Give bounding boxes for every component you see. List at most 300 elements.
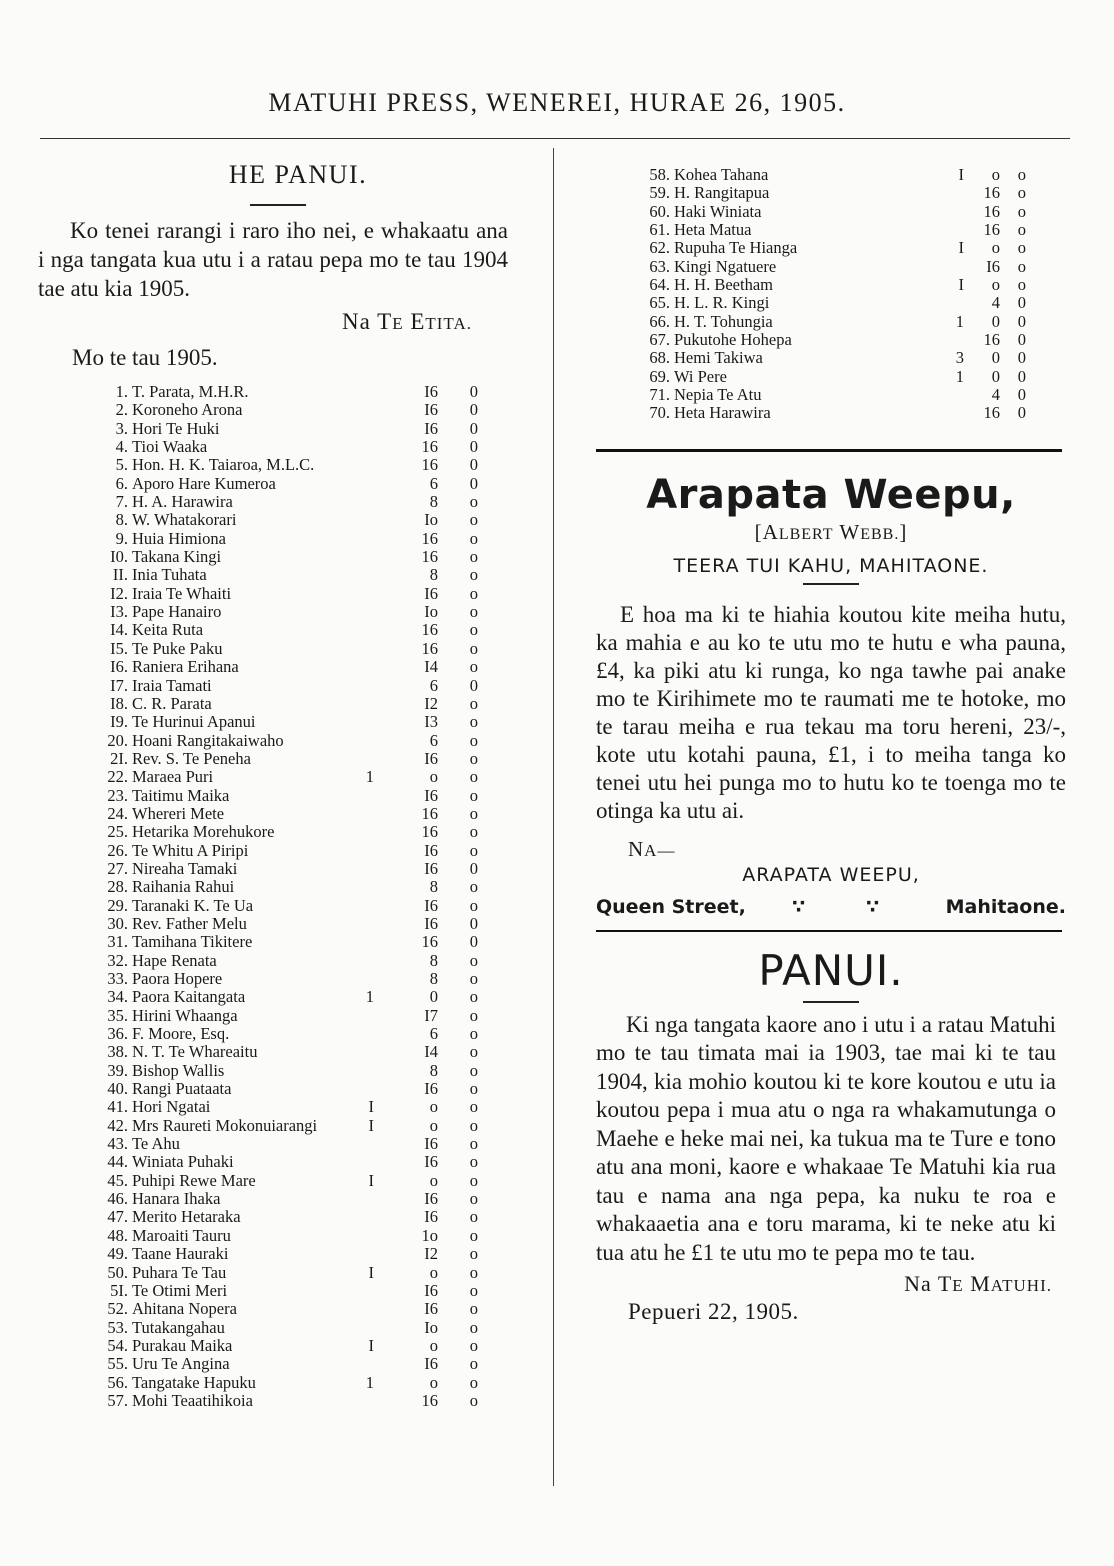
entry-name: Paora Hopere [132,969,223,988]
entry-name: C. R. Parata [132,693,212,713]
list-item [38,401,478,419]
list-item [596,184,1026,202]
entry-shillings: 16 [421,1390,438,1410]
entry-number: 29. [107,895,128,915]
entry-name: Ahitana Nopera [132,1299,237,1319]
list-item [38,1190,478,1208]
list-item [38,1300,478,1318]
entry-shillings: 8 [429,565,438,585]
list-item [38,1355,478,1373]
panui-body: Ki nga tangata kaore ano i utu i a ratau Matuhi mo te tau timata mai ia 1903, tae mai ki te tau 1904, kia mohio koutou ki te kore koutou e utu ia koutou pepa i mua atu o nga ra whakamutunga o Maehe e heke mai nei, ka tukua ma te Ture e tono atu ana moni, kaore e whakaae Te Matuhi kia rua tau e nama ana nga pepa, ka nuku te roa e whakaaetia ana e toru marama, ki te neke atu ki tua atu he £1 te utu mo te pepa mo te tau. [596,1011,1056,1265]
subscriber-list-right [596,166,1066,423]
ad-subtitle: [ALBERT WEBB.] [754,519,908,544]
entry-pence: 0 [1017,403,1026,423]
list-item [38,787,478,805]
entry-shillings: I6 [424,1280,438,1300]
entry-number: I9. [110,712,128,732]
entry-number: 30. [107,913,128,933]
ad-advertiser-name: ARAPATA WEEPU, [742,863,920,886]
entry-number: I5. [110,638,128,658]
entry-shillings: 16 [983,330,1000,350]
ad-rule-top [596,449,1062,452]
entry-pence: o [469,1134,478,1154]
entry-shillings: 16 [421,455,438,475]
entry-pence: o [469,1152,478,1172]
entry-pence: o [469,767,478,787]
entry-number: I2. [110,583,128,603]
entry-number: 59. [649,183,670,203]
entry-name: Paora Kaitangata [132,987,246,1007]
subscriber-list-left [38,383,518,1410]
list-item [38,805,478,823]
entry-shillings: 6 [429,1024,438,1044]
list-item [38,1208,478,1226]
signoff-na: Na [341,309,371,334]
entry-name: H. Rangitapua [674,183,770,203]
list-item [596,221,1026,239]
ad-sub-lbert: LBERT [778,525,834,543]
entry-number: 71. [649,385,670,405]
entry-number: 66. [649,311,670,331]
entry-number: 7. [115,492,128,512]
entry-number: 47. [107,1207,128,1227]
entry-number: 32. [107,950,128,970]
entry-number: I8. [110,693,128,713]
entry-pence: o [469,657,478,677]
entry-name: Rangi Puataata [132,1079,232,1099]
list-item [38,585,478,603]
entry-shillings: 0 [991,366,1000,386]
entry-name: Pukutohe Hohepa [674,330,792,350]
entry-pence: o [469,1042,478,1062]
entry-shillings: o [429,1115,438,1135]
entry-pence: o [469,1207,478,1227]
entry-pence: o [469,748,478,768]
entry-shillings: 8 [429,1060,438,1080]
entry-name: Aporo Hare Kumeroa [132,473,276,493]
ad-town: Mahitaone. [945,895,1066,918]
list-item [596,349,1026,367]
entry-number: 61. [649,220,670,240]
entry-number: 69. [649,366,670,386]
list-item [38,1374,478,1392]
entry-pence: 0 [469,858,478,878]
entry-shillings: I2 [424,1244,438,1264]
entry-pence: o [469,950,478,970]
list-item [38,1098,478,1116]
entry-pence: o [469,1299,478,1319]
entry-name: H. T. Tohungia [674,311,773,331]
entry-shillings: 0 [991,348,1000,368]
list-item [38,438,478,456]
entry-pounds: I [958,238,964,258]
entry-number: 26. [107,840,128,860]
entry-name: Uru Te Angina [132,1354,230,1374]
entry-number: 34. [107,987,128,1007]
entry-name: Te Puke Paku [132,638,223,658]
entry-name: Nireaha Tamaki [132,858,238,878]
signoff-tita: TITA. [425,314,472,333]
panui-rule [803,1001,859,1003]
entry-shillings: 16 [421,528,438,548]
entry-shillings: Io [424,1317,438,1337]
entry-name: Maroaiti Tauru [132,1225,231,1245]
entry-name: Iraia Tamati [132,675,212,695]
entry-name: F. Moore, Esq. [132,1024,230,1044]
list-item [38,1117,478,1135]
entry-pence: 0 [1017,385,1026,405]
entry-name: Tutakangahau [132,1317,225,1337]
list-item [38,915,478,933]
entry-number: 5I. [110,1280,128,1300]
entry-pence: 0 [469,932,478,952]
entry-pence: o [469,877,478,897]
entry-number: 70. [649,403,670,423]
entry-name: Iraia Te Whaiti [132,583,232,603]
list-item [596,294,1026,312]
entry-pence: 0 [1017,293,1026,313]
list-item [596,313,1026,331]
header-rule [40,138,1070,139]
entry-shillings: o [429,767,438,787]
list-item [596,386,1026,404]
entry-pounds: I [368,1115,374,1135]
entry-pence: o [469,1225,478,1245]
list-item [38,1025,478,1043]
entry-pence: o [469,638,478,658]
entry-name: Keita Ruta [132,620,204,640]
entry-number: 2. [115,400,128,420]
entry-shillings: 16 [983,220,1000,240]
entry-number: I4. [110,620,128,640]
entry-shillings: o [991,275,1000,295]
entry-pence: o [469,492,478,512]
entry-number: I7. [110,675,128,695]
entry-number: 9. [115,528,128,548]
panui-sign-m: M [970,1271,991,1297]
entry-name: Hemi Takiwa [674,348,763,368]
entry-shillings: I6 [424,583,438,603]
entry-number: 28. [107,877,128,897]
list-item [38,548,478,566]
entry-shillings: 16 [421,547,438,567]
entry-number: 33. [107,969,128,988]
entry-shillings: 16 [421,620,438,640]
list-item [38,1337,478,1355]
entry-shillings: I6 [424,1299,438,1319]
entry-pounds: 1 [365,987,374,1007]
entry-pounds: I [368,1170,374,1190]
entry-pounds: I [368,1097,374,1117]
entry-pence: o [469,969,478,988]
entry-pounds: 3 [955,348,964,368]
panui-signoff [596,1271,1052,1297]
list-item [38,1135,478,1153]
entry-name: Tioi Waaka [132,437,208,457]
list-item [38,823,478,841]
entry-name: Heta Matua [674,220,752,240]
list-item [38,768,478,786]
entry-name: Taane Hauraki [132,1244,229,1264]
entry-name: Rev. Father Melu [132,913,247,933]
entry-pence: o [469,1317,478,1337]
entry-name: Te Hurinui Apanui [132,712,256,732]
entry-pounds: I [958,275,964,295]
entry-number: 1. [115,382,128,401]
entry-number: 31. [107,932,128,952]
entry-number: 54. [107,1335,128,1355]
list-item [38,988,478,1006]
entry-number: 40. [107,1079,128,1099]
entry-pence: o [469,1244,478,1264]
entry-shillings: I6 [424,748,438,768]
list-item [596,276,1026,294]
entry-shillings: 8 [429,969,438,988]
entry-name: Haki Winiata [674,201,762,221]
list-item [38,493,478,511]
entry-name: Hori Ngatai [132,1097,211,1117]
entry-shillings: I6 [424,785,438,805]
entry-number: 25. [107,822,128,842]
entry-pence: o [469,1280,478,1300]
entry-pence: o [1017,238,1026,258]
list-item [38,1227,478,1245]
entry-number: 22. [107,767,128,787]
entry-name: Winiata Puhaki [132,1152,234,1172]
entry-shillings: I6 [424,1079,438,1099]
entry-number: 6. [115,473,128,493]
entry-shillings: I6 [424,1134,438,1154]
entry-number: 41. [107,1097,128,1117]
entry-shillings: 16 [421,803,438,823]
entry-number: I0. [110,547,128,567]
entry-pence: o [469,1005,478,1025]
list-item [596,258,1026,276]
entry-shillings: I6 [424,1152,438,1172]
entry-number: 67. [649,330,670,350]
entry-shillings: I6 [424,1354,438,1374]
entry-name: Taranaki K. Te Ua [132,895,254,915]
panui-sign-na: Na [904,1271,932,1297]
list-item [596,239,1026,257]
entry-pence: 0 [469,382,478,401]
entry-shillings: I2 [424,693,438,713]
entry-shillings: o [991,238,1000,258]
entry-name: Purakau Maika [132,1335,233,1355]
entry-number: 3. [115,418,128,438]
entry-number: 42. [107,1115,128,1135]
entry-number: 55. [107,1354,128,1374]
entry-shillings: 16 [421,638,438,658]
list-item [38,750,478,768]
entry-name: H. A. Harawira [132,492,233,512]
entry-number: 44. [107,1152,128,1172]
entry-number: 35. [107,1005,128,1025]
left-column [38,160,518,1410]
entry-name: Te Whitu A Piripi [132,840,249,860]
entry-shillings: o [429,1097,438,1117]
entry-pence: 0 [469,400,478,420]
right-column [596,166,1066,1325]
entry-shillings: 6 [429,730,438,750]
entry-pence: 0 [1017,348,1026,368]
entry-shillings: I6 [424,913,438,933]
entry-name: Raniera Erihana [132,657,239,677]
entry-pence: o [469,602,478,622]
entry-pence: o [469,712,478,732]
entry-name: Maraea Puri [132,767,214,787]
entry-pence: 0 [1017,330,1026,350]
entry-name: Tangatake Hapuku [132,1372,256,1392]
heading-rule [250,204,306,206]
entry-shillings: I6 [424,895,438,915]
signoff-t: T [377,309,393,334]
entry-shillings: I3 [424,712,438,732]
entry-name: Te Ahu [132,1134,180,1154]
list-item [596,203,1026,221]
entry-pounds: 1 [955,366,964,386]
column-divider [553,148,554,1486]
entry-pence: o [469,1372,478,1392]
entry-number: 56. [107,1372,128,1392]
entry-number: 68. [649,348,670,368]
entry-shillings: o [429,1170,438,1190]
list-item [38,952,478,970]
entry-shillings: I6 [986,256,1000,276]
list-item [38,383,478,401]
entry-pence: o [469,1024,478,1044]
list-item [38,530,478,548]
entry-pence: o [469,1262,478,1282]
list-item [38,1007,478,1025]
entry-name: Pape Hanairo [132,602,222,622]
ad-sub-w: W [839,519,861,544]
entry-name: Hoani Rangitakaiwaho [132,730,284,750]
entry-pounds: 1 [365,1372,374,1392]
entry-pounds: I [958,165,964,184]
signoff-e2: E [410,309,426,334]
entry-shillings: Io [424,602,438,622]
entry-name: Kohea Tahana [674,165,769,184]
entry-shillings: o [429,1372,438,1392]
ad-sub-a: A [762,519,779,544]
entry-pence: o [469,822,478,842]
list-item [38,640,478,658]
entry-number: 48. [107,1225,128,1245]
entry-pence: 0 [1017,366,1026,386]
entry-name: Rev. S. Te Peneha [132,748,251,768]
entry-name: Hori Te Huki [132,418,220,438]
entry-pounds: I [368,1262,374,1282]
entry-shillings: I6 [424,382,438,401]
entry-shillings: 0 [429,987,438,1007]
list-item [38,713,478,731]
entry-name: Rupuha Te Hianga [674,238,798,258]
entry-number: 27. [107,858,128,878]
entry-name: N. T. Te Whareaitu [132,1042,258,1062]
entry-pence: o [469,840,478,860]
entry-pence: o [469,730,478,750]
entry-name: Bishop Wallis [132,1060,225,1080]
entry-pence: o [469,895,478,915]
list-item [38,1319,478,1337]
masthead: MATUHI PRESS, WENEREI, HURAE 26, 1905. [268,88,846,117]
entry-pounds: I [368,1335,374,1355]
entry-pence: o [469,1390,478,1410]
entry-shillings: 6 [429,675,438,695]
entry-name: Mohi Teaatihikoia [132,1390,253,1410]
entry-pence: 0 [469,455,478,475]
entry-shillings: I7 [424,1005,438,1025]
entry-shillings: 16 [421,822,438,842]
entry-name: Tamihana Tikitere [132,932,253,952]
entry-pence: o [469,1189,478,1209]
entry-pence: 0 [469,473,478,493]
entry-pence: 0 [469,675,478,695]
entry-pence: o [1017,275,1026,295]
entry-number: 5. [115,455,128,475]
entry-name: Kingi Ngatuere [674,256,777,276]
entry-number: 45. [107,1170,128,1190]
entry-pence: 0 [469,437,478,457]
entry-shillings: 4 [991,385,1000,405]
list-item [38,1153,478,1171]
entry-pence: 0 [469,418,478,438]
year-heading: Mo te tau 1905. [72,345,218,370]
entry-shillings: 0 [991,311,1000,331]
entry-name: Inia Tuhata [132,565,207,585]
entry-pence: o [469,1170,478,1190]
entry-shillings: 16 [421,437,438,457]
entry-name: Wi Pere [674,366,727,386]
entry-shillings: o [991,165,1000,184]
entry-shillings: 8 [429,877,438,897]
panui-title: PANUI. [758,945,904,995]
list-item [38,1172,478,1190]
list-item [38,511,478,529]
entry-shillings: I4 [424,657,438,677]
entry-pence: o [1017,256,1026,276]
entry-pence: o [469,1335,478,1355]
list-item [38,860,478,878]
entry-shillings: I6 [424,400,438,420]
entry-number: 60. [649,201,670,221]
entry-name: T. Parata, M.H.R. [132,382,249,401]
entry-shillings: 6 [429,473,438,493]
panui-date: Pepueri 22, 1905. [628,1299,799,1325]
list-item [38,933,478,951]
entry-pence: o [469,583,478,603]
entry-name: Hirini Whaanga [132,1005,238,1025]
list-item [38,970,478,988]
entry-shillings: I6 [424,858,438,878]
entry-shillings: I6 [424,1189,438,1209]
entry-number: 52. [107,1299,128,1319]
entry-number: 65. [649,293,670,313]
ad-dots-1: ∵ [792,895,806,918]
entry-number: 39. [107,1060,128,1080]
entry-number: 38. [107,1042,128,1062]
entry-shillings: 1o [421,1225,438,1245]
ad-rule-bottom [596,930,1062,932]
entry-number: 23. [107,785,128,805]
entry-number: 58. [649,165,670,184]
entry-shillings: 16 [983,183,1000,203]
entry-name: H. H. Beetham [674,275,773,295]
ad-street: Queen Street, [596,895,746,918]
panui-sign-e: E [952,1276,964,1296]
entry-shillings: 8 [429,950,438,970]
